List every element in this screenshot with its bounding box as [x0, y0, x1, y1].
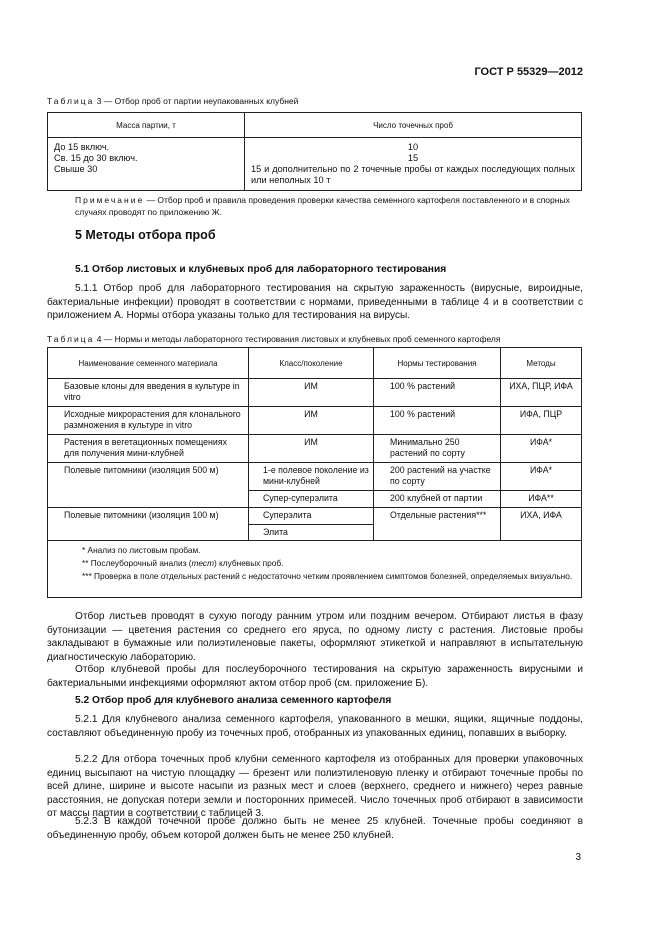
footnote2-part-c: ) клубневых проб. — [213, 558, 284, 568]
table3-header-mass: Масса партии, т — [48, 113, 245, 138]
section-5-1-title: 5.1 Отбор листовых и клубневых проб для лабораторного тестирования — [75, 264, 447, 275]
table4-cell-methods: ИФА** — [501, 491, 582, 508]
table4-cell-class: Супер-суперэлита — [249, 491, 374, 508]
table4-caption — [47, 334, 501, 344]
table-3 — [47, 112, 582, 191]
table4-row — [48, 463, 582, 491]
table3-header-samples: Число точечных проб — [245, 113, 582, 138]
table4-cell-class: ИМ — [249, 379, 374, 407]
table4-cell-norms: 100 % растений — [374, 379, 501, 407]
table4-cell-norms: 100 % растений — [374, 407, 501, 435]
table3-mass-3: Свыше 30 — [54, 164, 98, 174]
table4-header-class: Класс/поколение — [249, 348, 374, 379]
table4-cell-methods: ИФА, ПЦР — [501, 407, 582, 435]
section-5-2-title: 5.2 Отбор проб для клубневого анализа семенного картофеля — [75, 695, 392, 706]
table4-header-methods: Методы — [501, 348, 582, 379]
paragraph-leaves: Отбор листьев проводят в сухую погоду ранним утром или поздним вечером. Отбирают листья в фазу бутонизации — цветения растения со среднего его яруса, по одному листу с растения. Листовые пробы закладывают в бумажные или полиэтиленовые пакеты, оформляют этикеткой и направляют в испытательную диагностическую лабораторию. — [47, 611, 583, 663]
footnote2-part-a: ** Послеуборочный анализ ( — [82, 558, 192, 568]
table4-cell-class: Элита — [249, 525, 374, 541]
table4-row — [48, 508, 582, 525]
footnote2-part-b: тест — [191, 558, 214, 568]
page-number: 3 — [575, 852, 581, 863]
table3-samples-1: 10 — [407, 142, 419, 152]
table3-caption-text: 3 — Отбор проб от партии неупакованных клубней — [94, 96, 299, 106]
table3-samples-2: 15 — [407, 153, 419, 163]
table4-cell-methods: ИХА, ПЦР, ИФА — [501, 379, 582, 407]
paragraph-5-2-3: 5.2.3 В каждой точечной пробе должно быть не менее 25 клубней. Точечные пробы соединяют в объединенную пробу, объем которой должен быть не менее 250 клубней. — [47, 816, 583, 841]
note-prefix: Примечание — [75, 195, 145, 205]
table3-samples-3: 15 и дополнительно по 2 точечные пробы от каждых последующих полных или неполных 10 т — [251, 164, 575, 185]
paragraph-5-1-1: 5.1.1 Отбор проб для лабораторного тестирования на скрытую зараженность (вирусные, вироидные, бактериальные инфекции) проводят в соответствии с нормами, приведенными в таблице 4 и в соответствии с приложением А. Нормы отбора указаны только для тестирования на вирусы. — [47, 283, 583, 321]
table4-caption-prefix: Таблица — [47, 334, 95, 344]
section-5-title: 5 Методы отбора проб — [75, 228, 216, 242]
note-text: — Отбор проб и правила проведения проверки качества семенного картофеля поставленного и в спорных случаях проводят по приложению Ж. — [75, 195, 570, 217]
table4-cell-material: Исходные микрорастения для клонального размножения в культуре in vitro — [48, 407, 249, 435]
paragraph-5-2-1: 5.2.1 Для клубневого анализа семенного картофеля, упакованного в мешки, ящики, ящичные поддоны, составляют объединенную пробу из точечных проб, отобранных из упакованных единиц, попавших в выборку. — [47, 714, 583, 739]
table4-header-material: Наименование семенного материала — [48, 348, 249, 379]
table3-mass-1: До 15 включ. — [54, 142, 110, 152]
table4-cell-material: Растения в вегетационных помещениях для получения мини-клубней — [48, 435, 249, 463]
table3-samples-cell — [245, 138, 582, 191]
table4-cell-material: Базовые клоны для введения в культуре in vitro — [48, 379, 249, 407]
table4-cell-class: ИМ — [249, 435, 374, 463]
document-code: ГОСТ Р 55329—2012 — [474, 66, 583, 78]
table4-cell-norms: Минимально 250 растений по сорту — [374, 435, 501, 463]
table4-cell-class: ИМ — [249, 407, 374, 435]
table4-cell-class: 1-е полевое поколение из мини-клубней — [249, 463, 374, 491]
table4-footnote-2 — [82, 557, 582, 570]
table3-mass-2: Св. 15 до 30 включ. — [54, 153, 138, 163]
table4-cell-class: Суперэлита — [249, 508, 374, 525]
table3-caption-prefix: Таблица — [47, 96, 95, 106]
table3-caption — [47, 96, 298, 106]
table4-footnote-1: * Анализ по листовым пробам. — [82, 545, 201, 555]
table4-cell-methods: ИФА* — [501, 435, 582, 463]
table4-cell-norms: Отдельные растения*** — [374, 508, 501, 541]
table4-cell-norms: 200 клубней от партии — [374, 491, 501, 508]
table4-cell-methods: ИХА, ИФА — [501, 508, 582, 541]
table4-row — [48, 435, 582, 463]
table4-row — [48, 407, 582, 435]
table4-footnote-3: *** Проверка в поле отдельных растений с недостаточно четким проявлением симптомов болезней, определяемых визуально. — [82, 571, 573, 581]
table3-note — [75, 194, 583, 218]
table4-cell-norms: 200 растений на участке по сорту — [374, 463, 501, 491]
table4-caption-text: 4 — Нормы и методы лабораторного тестирования листовых и клубневых проб семенного картофеля — [94, 334, 501, 344]
table4-cell-material: Полевые питомники (изоляция 500 м) — [48, 463, 249, 508]
table4-cell-material: Полевые питомники (изоляция 100 м) — [48, 508, 249, 541]
table3-mass-cell — [48, 138, 245, 191]
paragraph-5-2-2: 5.2.2 Для отбора точечных проб клубни семенного картофеля из отобранных для проверки упаковочных единиц высыпают на чистую площадку — брезент или полиэтиленовую пленку и отбирают точечные пробы по всей длине, ширине и высоте насыпи из разных мест и слоев (верхнего, среднего и нижнего) через равные расстояния, не допуская потери земли и посторонних примесей. Число точечных проб отбирают в зависимости от массы партии в соответствии с таблицей 3. — [47, 754, 583, 819]
table4-cell-methods: ИФА* — [501, 463, 582, 491]
table4-header-norms: Нормы тестирования — [374, 348, 501, 379]
table4-row — [48, 379, 582, 407]
paragraph-tubers: Отбор клубневой пробы для послеуборочного тестирования на скрытую зараженность вирусными и бактериальными инфекциями оформляют актом отбор проб (см. приложение Б). — [47, 664, 583, 689]
